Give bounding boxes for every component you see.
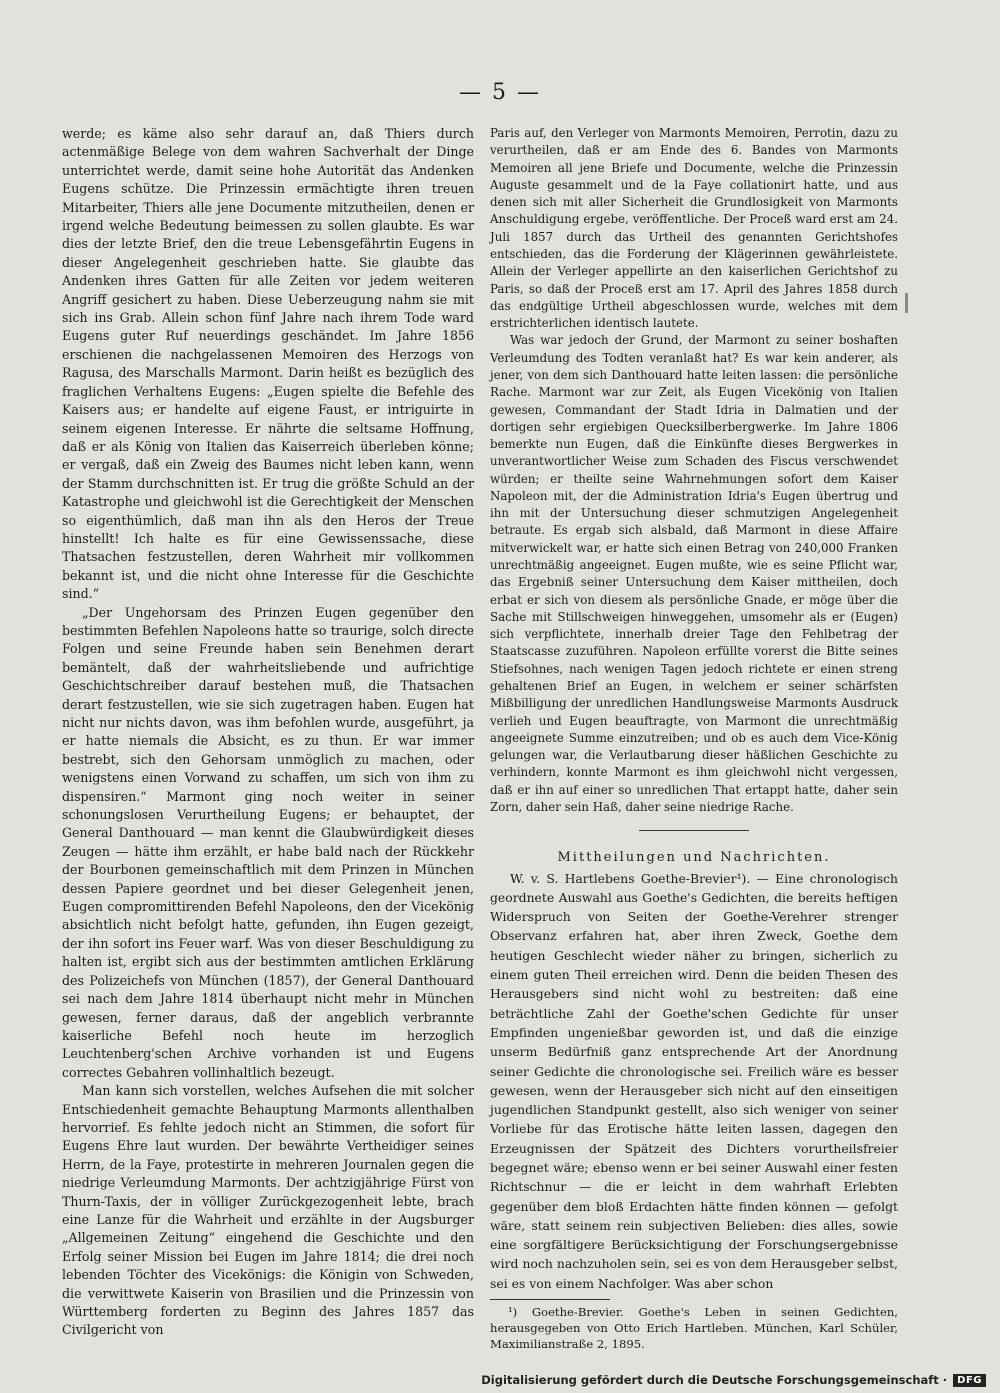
footnote-rule (490, 1299, 610, 1300)
footnote (490, 1304, 898, 1352)
section-divider (639, 830, 749, 831)
dfg-logo: DFG (953, 1374, 986, 1387)
margin-mark (905, 293, 908, 313)
left-paragraph-2: „Der Ungehorsam des Prinzen Eugen gegenüber den bestimmten Befehlen Napoleons hatte so traurige, solch directe Folgen und seine Freunde haben sein Benehmen derart bemäntelt, daß der wahrheitsliebende und aufrichtige Geschichtschreiber darauf bestehen muß, die Thatsachen derart festzustellen, wie sie sich zugetragen haben. Eugen hat nicht nur nichts davon, was ihm befohlen wurde, ausgeführt, ja er hatte niemals die Absicht, es zu thun. Er war immer bestrebt, sich den Gehorsam unmöglich zu machen, oder wenigstens einen Vorwand zu schaffen, um sich von ihm zu dispensiren.“ Marmont ging noch weiter in seiner schonungslosen Verurtheilung Eugens; er behauptet, der General Danthouard — man kennt die Glaubwürdigkeit dieses Zeugen — hätte ihm erzählt, er habe bald nach der Rückkehr der Bourbonen gemeinschaftlich mit dem Prinzen in München dessen Papiere geordnet und bei dieser Gelegenheit jenen, Eugen compromittirenden Befehl Napoleons, den der Vicekönig absichtlich nicht befolgt hatte, gefunden, ihn Eugen gezeigt, der ihn sofort ins Feuer warf. Was von dieser Beschuldigung zu halten ist, ergibt sich aus der bestimmten amtlichen Erklärung des Polizeichefs von München (1857), der General Danthouard sei nach dem Jahre 1814 überhaupt nicht mehr in München gewesen, ferner daraus, daß der angeblich verbrannte kaiserliche Befehl noch heute im herzoglich Leuchtenberg'schen Archive vorhanden ist und Eugens correctes Gebahren vollinhaltlich bezeugt. (62, 604, 474, 1080)
footnote-text: ¹) Goethe-Brevier. Goethe's Leben in seinen Gedichten, herausgegeben von Otto Erich Hartleben. München, Karl Schüler, Maximilianstraße 2, 1895. (490, 1305, 898, 1352)
left-paragraph-1: werde; es käme also sehr darauf an, daß Thiers durch actenmäßige Belege von dem wahren Sachverhalt der Dinge unterrichtet werde, damit seine hohe Autorität das Andenken Eugens schütze. Die Prinzessin ermächtigte ihren treuen Mitarbeiter, Thiers alle jene Documente mitzutheilen, denen er irgend welche Bedeutung beimessen zu sollen glaubte. Es war dies der letzte Brief, den die treue Lebensgefährtin Eugens in dieser Angelegenheit geschrieben hatte. Sie glaubte das Andenken ihres Gatten für alle Zeiten vor jedem weiteren Angriff gesichert zu haben. Diese Ueberzeugung nahm sie mit sich ins Grab. Allein schon fünf Jahre nach ihrem Tode ward Eugens guter Ruf neuerdings geschändet. Im Jahre 1856 erschienen die nachgelassenen Memoiren des Herzogs von Ragusa, des Marschalls Marmont. Darin heißt es bezüglich des fraglichen Verhaltens Eugens: „Eugen spielte die Befehle des Kaisers aus; er handelte auf eigene Faust, er intriguirte in seinem eigenen Interesse. Er nährte die seltsame Hoffnung, daß er als König von Italien das Kaiserreich überleben könne; er vergaß, daß ein Zweig des Baumes nicht leben kann, wenn der Stamm durchschnitten ist. Er trug die größte Schuld an der Katastrophe und gleichwohl ist die Gerechtigkeit der Menschen so eigenthümlich, daß man ihn als den Heros der Treue hinstellt! Ich halte es für eine Gewissenssache, diese Thatsachen festzustellen, deren Wahrheit mir vollkommen bekannt ist, und die nicht ohne Interesse für die Geschichte sind.“ (62, 126, 474, 602)
notice-text: W. v. S. Hartlebens Goethe-Brevier¹). — Eine chronologisch geordnete Auswahl aus Goethe's Gedichten, die bereits heftigen Widerspruch von Seiten der Goethe-Verehrer strenger Observanz erfahren hat, aber ihren Zweck, Goethe dem heutigen Geschlecht wieder näher zu bringen, sicherlich zu einem guten Theil erreichen wird. Denn die beiden Thesen des Herausgebers sind nicht wohl zu bestreiten: daß eine beträchtliche Zahl der Goethe'schen Gedichte für unser Empfinden ungenießbar geworden ist, und daß die einzige unserm Bedürfniß ganz entsprechende Art der Anordnung seiner Gedichte die chronologische sei. Freilich wäre es besser gewesen, wenn der Herausgeber sich nicht auf den einseitigen jugendlichen Standpunkt gestellt, also sich weniger von seiner Vorliebe für das Erotische hätte leiten lassen, dagegen den Erzeugnissen der Spätzeit des Dichters vorurtheilsfreier begegnet wäre; ebenso wenn er bei seiner Auswahl einer festen Richtschnur — die er leicht in dem wahrhaft Erlebten gegenüber dem bloß Erdachten hätte finden können — gefolgt wäre, statt seinem rein subjectiven Belieben: dies alles, sowie eine sorgfältigere Berücksichtigung der Forschungsergebnisse wird noch nachzuholen sein, sei es von dem Herausgeber selbst, sei es von einem Nachfolger. Was aber schon (490, 870, 898, 1291)
right-paragraph-2: Was war jedoch der Grund, der Marmont zu seiner boshaften Verleumdung des Todten veranlaßt hat? Es war kein anderer, als jener, von dem sich Danthouard hatte leiten lassen: die persönliche Rache. Marmont war zur Zeit, als Eugen Vicekönig von Italien gewesen, Commandant der Stadt Idria in Dalmatien und der dortigen sehr ergiebigen Quecksilberbergwerke. Im Jahre 1806 bemerkte nun Eugen, daß die Einkünfte dieses Bergwerkes in unverantwortlicher Weise zum Schaden des Fiscus verschwendet würden; er theilte seine Wahrnehmungen sofort dem Kaiser Napoleon mit, der die Administration Idria's Eugen übertrug und ihn mit der Untersuchung dieser schmutzigen Angelegenheit betraute. Es ergab sich alsbald, daß Marmont in diese Affaire mitverwickelt war, er hatte sich einen Betrag von 240,000 Franken unrechtmäßig angeeignet. Eugen mußte, wie es seine Pflicht war, das Ergebniß seiner Untersuchung dem Kaiser mittheilen, doch erbat er sich von diesem als persönliche Gnade, er möge über die Sache mit Stillschweigen hinweggehen, umsomehr als er (Eugen) sich verpflichtete, innerhalb dreier Tage den Fehlbetrag der Staatscasse zuzuführen. Napoleon erfüllte vorerst die Bitte seines Stiefsohnes, nach wenigen Tagen jedoch richtete er einen streng gehaltenen Brief an Eugen, in welchem er seiner schärfsten Mißbilligung der unredlichen Handlungsweise Marmonts Ausdruck verlieh und Eugen beauftragte, von Marmont die unrechtmäßig angeeignete Summe einzutreiben; und ob es auch dem Vice-König gelungen war, die Verlautbarung dieser häßlichen Geschichte zu verhindern, konnte Marmont es ihm gleichwohl nicht vergessen, daß er ihn auf einer so unredlichen That ertappt hatte, daher sein Zorn, daher sein Haß, daher seine niedrige Rache. (490, 333, 898, 814)
notice-block (490, 869, 898, 1294)
page-number: — 5 — (459, 80, 541, 105)
right-paragraph-1: Paris auf, den Verleger von Marmonts Memoiren, Perrotin, dazu zu verurtheilen, daß er am Ende des 6. Bandes von Marmonts Memoiren all jene Briefe und Documente, welche die Prinzessin Auguste gesammelt und de la Faye collationirt hatte, und aus denen sich mit aller Sicherheit die Grundlosigkeit von Marmonts Anschuldigung ergebe, veröffentliche. Der Proceß ward erst am 24. Juli 1857 durch das Urtheil des genannten Gerichtshofes entschieden, das die Forderung der Klägerinnen gewährleistete. Allein der Verleger appellirte an den kaiserlichen Gerichtshof zu Paris, so daß der Proceß erst am 17. April des Jahres 1858 durch das endgültige Urtheil abgeschlossen wurde, welches mit dem erstrichterlichen identisch lautete. (490, 126, 898, 331)
right-column (490, 125, 898, 1352)
section-heading: Mittheilungen und Nachrichten. (557, 850, 831, 866)
footer-text: Digitalisierung gefördert durch die Deutsche Forschungsgemeinschaft · (481, 1373, 948, 1387)
left-column (62, 125, 474, 1340)
digitization-footer (481, 1373, 986, 1387)
left-paragraph-3: Man kann sich vorstellen, welches Aufsehen die mit solcher Entschiedenheit gemachte Behauptung Marmonts allenthalben hervorrief. Es fehlte jedoch nicht an Stimmen, die sofort für Eugens Ehre laut wurden. Der bewährte Vertheidiger seines Herrn, de la Faye, protestirte in mehreren Journalen gegen die niedrige Verleumdung Marmonts. Der achtzigjährige Fürst von Thurn-Taxis, der in völliger Zurückgezogenheit lebte, brach eine Lanze für die Wahrheit und erzählte in der Augsburger „Allgemeinen Zeitung“ eingehend die Geschichte und den Erfolg seiner Mission bei Eugen im Jahre 1814; die drei noch lebenden Töchter des Vicekönigs: die Königin von Schweden, die verwittwete Kaiserin von Brasilien und die Prinzessin von Württemberg forderten zu Beginn des Jahres 1857 das Civilgericht von (62, 1083, 474, 1338)
